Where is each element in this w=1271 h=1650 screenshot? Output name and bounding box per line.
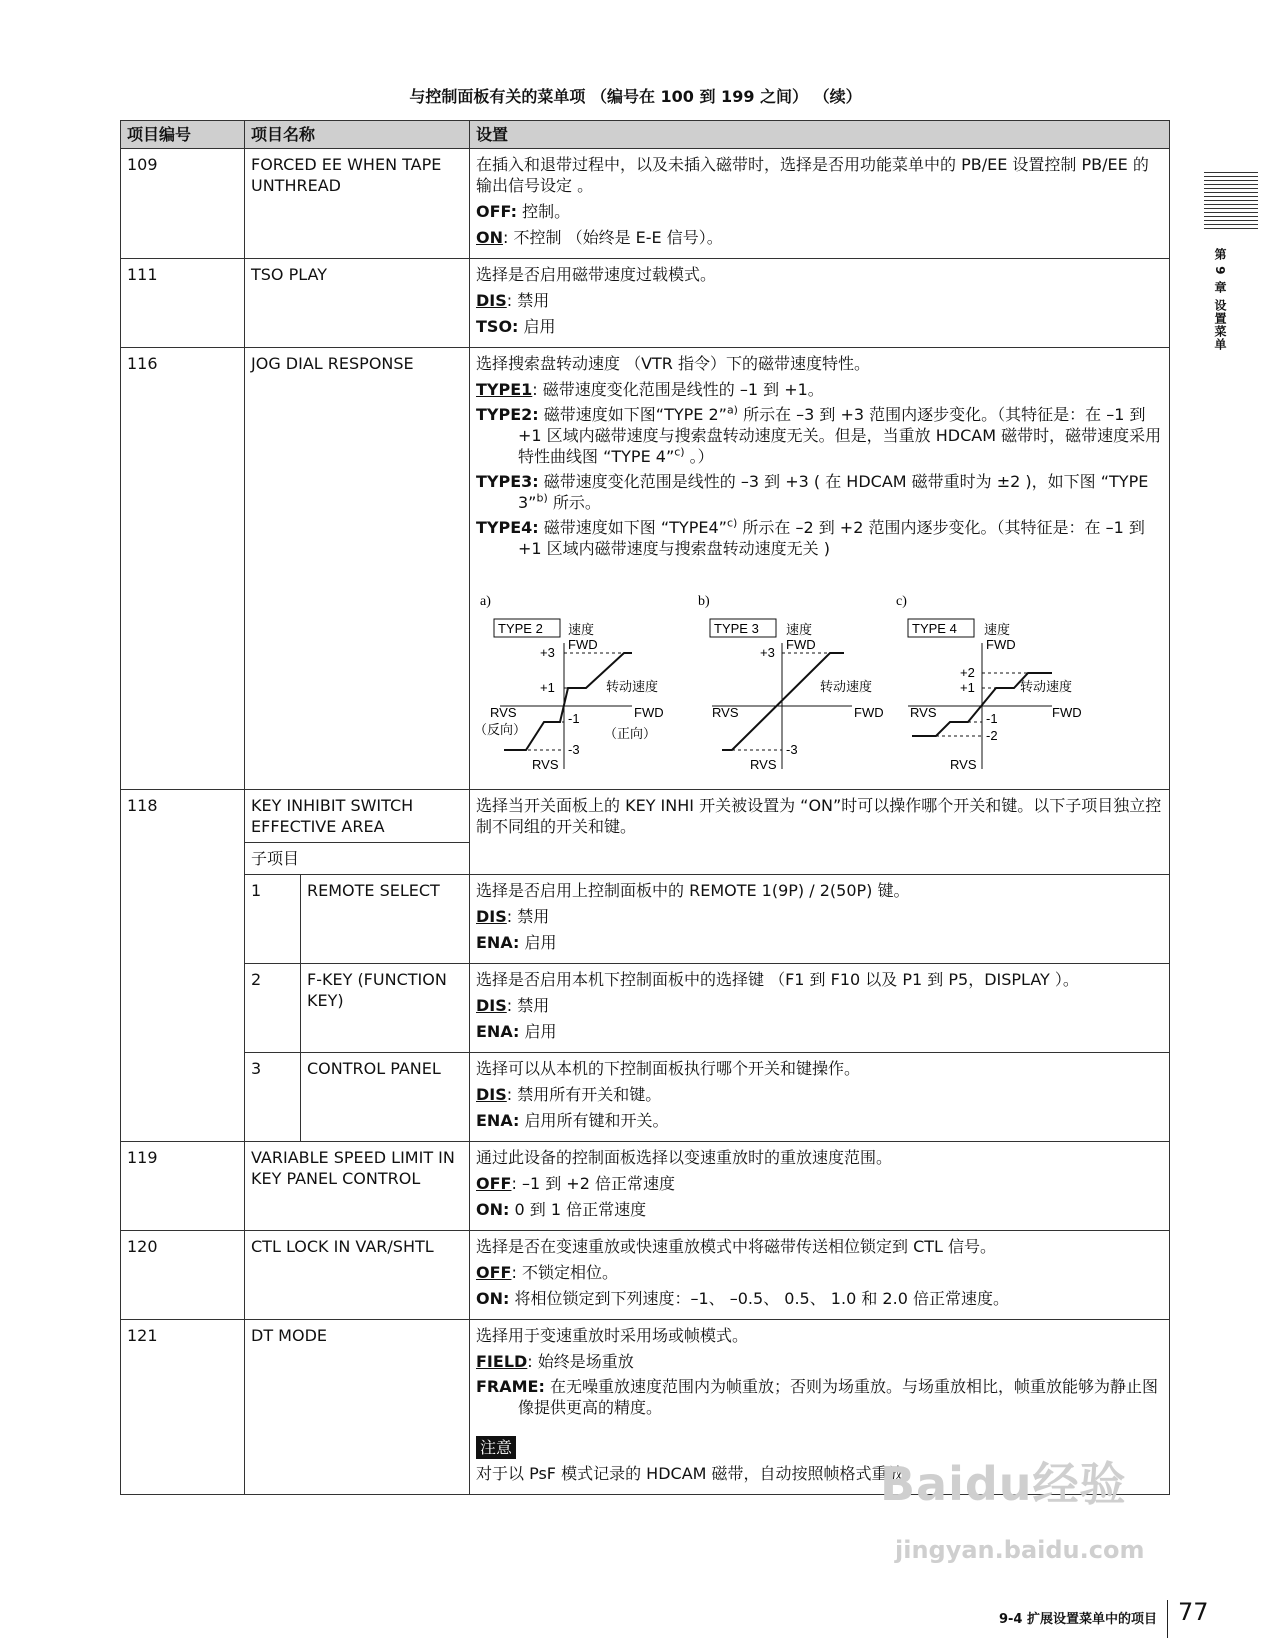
option-dis: DIS: 禁用所有开关和键。 <box>476 1085 662 1104</box>
sub-item-no: 3 <box>245 1053 301 1142</box>
sub-item-name: CONTROL PANEL <box>301 1053 470 1142</box>
item-name: VARIABLE SPEED LIMIT IN KEY PANEL CONTROL <box>245 1142 470 1231</box>
graph-label-rvs-left: RVS <box>490 705 517 720</box>
graph-label-p3: +3 <box>540 645 555 660</box>
item-setting <box>470 1142 1170 1231</box>
graph-label-fwd-right: FWD <box>854 705 884 720</box>
table-row-120 <box>121 1231 1170 1320</box>
item-name: JOG DIAL RESPONSE <box>245 348 470 790</box>
item-setting <box>470 259 1170 348</box>
setting-desc: 选择是否启用上控制面板中的 REMOTE 1(9P) / 2(50P) 键。 <box>476 881 910 900</box>
graph-label-m1: -1 <box>568 711 580 726</box>
setting-desc: 选择是否在变速重放或快速重放模式中将磁带传送相位锁定到 CTL 信号。 <box>476 1237 997 1256</box>
option-off: OFF: –1 到 +2 倍正常速度 <box>476 1174 675 1193</box>
setting-desc: 选择当开关面板上的 KEY INHI 开关被设置为 “ON”时可以操作哪个开关和键。以下子项目独立控制不同组的开关和键。 <box>476 796 1162 836</box>
table-row-116 <box>121 348 1170 790</box>
graph-axis-speed: 速度 <box>568 622 595 637</box>
watermark-brand: Baidu经验 <box>880 1457 1127 1511</box>
option-dis: DIS: 禁用 <box>476 907 550 926</box>
graph-label-m3: -3 <box>786 742 798 757</box>
item-setting <box>470 348 1170 790</box>
graph-axis-speed: 速度 <box>984 622 1011 637</box>
option-off: OFF: 控制。 <box>476 202 571 221</box>
graph-tag: c) <box>896 594 907 609</box>
graph-type2 <box>476 594 664 772</box>
graph-label-p2: +2 <box>960 665 975 680</box>
graph-tag: a) <box>480 594 491 609</box>
item-no: 120 <box>121 1231 245 1320</box>
speed-graphs <box>476 587 1163 784</box>
speed-graphs-svg <box>476 587 1116 779</box>
header-item-no: 项目编号 <box>121 121 245 149</box>
graph-label-fwd-right: FWD <box>634 705 664 720</box>
sub-item-name: REMOTE SELECT <box>301 875 470 964</box>
header-item-name: 项目名称 <box>245 121 470 149</box>
graph-title: TYPE 2 <box>498 621 543 636</box>
graph-label-reverse: （反向） <box>476 722 527 737</box>
item-no: 111 <box>121 259 245 348</box>
header-setting: 设置 <box>470 121 1170 149</box>
graph-type4 <box>896 594 1082 772</box>
chapter-tab-stripes <box>1204 172 1258 230</box>
option-type3: TYPE3: 磁带速度变化范围是线性的 –3 到 +3 ( 在 HDCAM 磁带重时为 ±2 )，如下图 “TYPE 3”$^{b)}$ 所示。 <box>476 472 1149 512</box>
note-label: 注意 <box>476 1436 516 1459</box>
chapter-tab-label: 第 9 章 设置菜单 <box>1213 248 1227 351</box>
sub-item-row-2 <box>121 964 1170 1053</box>
graph-curve <box>722 653 844 750</box>
sub-item-name: F-KEY (FUNCTION KEY) <box>301 964 470 1053</box>
item-name: DT MODE <box>245 1320 470 1495</box>
table-row-109 <box>121 149 1170 259</box>
option-dis: DIS: 禁用 <box>476 291 550 310</box>
item-setting <box>470 790 1170 875</box>
setting-desc: 在插入和退带过程中，以及未插入磁带时，选择是否用功能菜单中的 PB/EE 设置控制 PB/EE 的输出信号设定 。 <box>476 155 1149 195</box>
option-dis: DIS: 禁用 <box>476 996 550 1015</box>
item-name: KEY INHIBIT SWITCH EFFECTIVE AREA <box>245 790 470 843</box>
item-no: 109 <box>121 149 245 259</box>
graph-label-fwd-right: FWD <box>1052 705 1082 720</box>
graph-label-rvs-bottom: RVS <box>750 757 777 772</box>
watermark-url: jingyan.baidu.com <box>895 1536 1145 1564</box>
footer-section: 9-4 扩展设置菜单中的项目 <box>998 1612 1157 1627</box>
item-no: 119 <box>121 1142 245 1231</box>
graph-label-fwd-top: FWD <box>786 637 816 652</box>
item-no: 116 <box>121 348 245 790</box>
sub-item-header: 子项目 <box>245 843 470 875</box>
graph-title: TYPE 4 <box>912 621 957 636</box>
sub-item-no: 1 <box>245 875 301 964</box>
graph-label-rvs-bottom: RVS <box>950 757 977 772</box>
item-name: TSO PLAY <box>245 259 470 348</box>
option-ena: ENA: 启用所有键和开关。 <box>476 1111 669 1130</box>
option-ena: ENA: 启用 <box>476 933 557 952</box>
graph-label-m1: -1 <box>986 711 998 726</box>
item-name: CTL LOCK IN VAR/SHTL <box>245 1231 470 1320</box>
option-off: OFF: 不锁定相位。 <box>476 1263 618 1282</box>
graph-type3 <box>698 594 884 772</box>
graph-label-rvs-left: RVS <box>910 705 937 720</box>
setting-desc: 选择是否启用磁带速度过载模式。 <box>476 265 717 284</box>
graph-label-forward: （正向） <box>604 726 657 741</box>
setting-desc: 选择可以从本机的下控制面板执行哪个开关和键操作。 <box>476 1059 861 1078</box>
graph-label-rvs-left: RVS <box>712 705 739 720</box>
item-setting <box>470 1231 1170 1320</box>
item-no: 118 <box>121 790 245 1142</box>
option-tso: TSO: 启用 <box>476 317 556 336</box>
graph-label-fwd-top: FWD <box>986 637 1016 652</box>
graph-label-p1: +1 <box>960 680 975 695</box>
graph-tag: b) <box>698 594 710 609</box>
sub-item-row-3 <box>121 1053 1170 1142</box>
setting-desc: 通过此设备的控制面板选择以变速重放时的重放速度范围。 <box>476 1148 893 1167</box>
setting-desc: 选择是否启用本机下控制面板中的选择键 （F1 到 F10 以及 P1 到 P5，DISPLAY ）。 <box>476 970 1079 989</box>
option-type1: TYPE1: 磁带速度变化范围是线性的 –1 到 +1。 <box>476 380 824 399</box>
setting-desc: 选择用于变速重放时采用场或帧模式。 <box>476 1326 749 1345</box>
graph-label-dial: 转动速度 <box>1020 679 1073 694</box>
graph-label-dial: 转动速度 <box>820 679 873 694</box>
sub-item-no: 2 <box>245 964 301 1053</box>
sub-item-row-1 <box>121 875 1170 964</box>
table-row-119 <box>121 1142 1170 1231</box>
sub-item-setting <box>470 875 1170 964</box>
option-ena: ENA: 启用 <box>476 1022 557 1041</box>
table-caption: 与控制面板有关的菜单项 （编号在 100 到 199 之间） （续） <box>409 87 862 106</box>
option-field: FIELD: 始终是场重放 <box>476 1352 634 1371</box>
menu-table <box>120 120 1170 1495</box>
graph-axis-speed: 速度 <box>786 622 813 637</box>
graph-label-fwd-top: FWD <box>568 637 598 652</box>
graph-label-p1: +1 <box>540 680 555 695</box>
footer-divider <box>1167 1600 1168 1638</box>
item-name: FORCED EE WHEN TAPE UNTHREAD <box>245 149 470 259</box>
table-row-111 <box>121 259 1170 348</box>
option-on: ON: 不控制 （始终是 E-E 信号）。 <box>476 228 723 247</box>
table-header-row <box>121 121 1170 149</box>
item-setting <box>470 149 1170 259</box>
note-text: 对于以 PsF 模式记录的 HDCAM 磁带，自动按照帧格式重放。 <box>476 1464 920 1483</box>
graph-label-p3: +3 <box>760 645 775 660</box>
graph-label-rvs-bottom: RVS <box>532 757 559 772</box>
item-no: 121 <box>121 1320 245 1495</box>
graph-label-m3: -3 <box>568 742 580 757</box>
sub-item-setting <box>470 964 1170 1053</box>
option-type4: TYPE4: 磁带速度如下图 “TYPE4”$^{c)}$ 所示在 –2 到 +2 范围内逐步变化。（其特征是：在 –1 到 +1 区域内磁带速度与搜索盘转动速度无关 ) <box>476 516 1145 558</box>
sub-item-setting <box>470 1053 1170 1142</box>
table-row-118 <box>121 790 1170 843</box>
setting-desc: 选择搜索盘转动速度 （VTR 指令）下的磁带速度特性。 <box>476 354 871 373</box>
graph-label-m2: -2 <box>986 728 998 743</box>
graph-label-dial: 转动速度 <box>606 679 659 694</box>
option-on: ON: 0 到 1 倍正常速度 <box>476 1200 647 1219</box>
option-on: ON: 将相位锁定到下列速度：–1、 –0.5、 0.5、 1.0 和 2.0 倍正常速度。 <box>476 1289 1009 1308</box>
page-number: 77 <box>1178 1598 1209 1626</box>
graph-title: TYPE 3 <box>714 621 759 636</box>
option-type2: TYPE2: 磁带速度如下图“TYPE 2”$^{a)}$ 所示在 –3 到 +3 范围内逐步变化。（其特征是：在 –1 到 +1 区域内磁带速度与搜索盘转动速度无关。但是，当重放 HDCAM 磁带时，磁带速度采用特性曲线图 “TYPE 4”$^{c)}$ 。） <box>476 403 1162 466</box>
option-frame: FRAME: 在无噪重放速度范围内为帧重放；否则为场重放。与场重放相比，帧重放能够为静止图像提供更高的精度。 <box>476 1377 1158 1417</box>
